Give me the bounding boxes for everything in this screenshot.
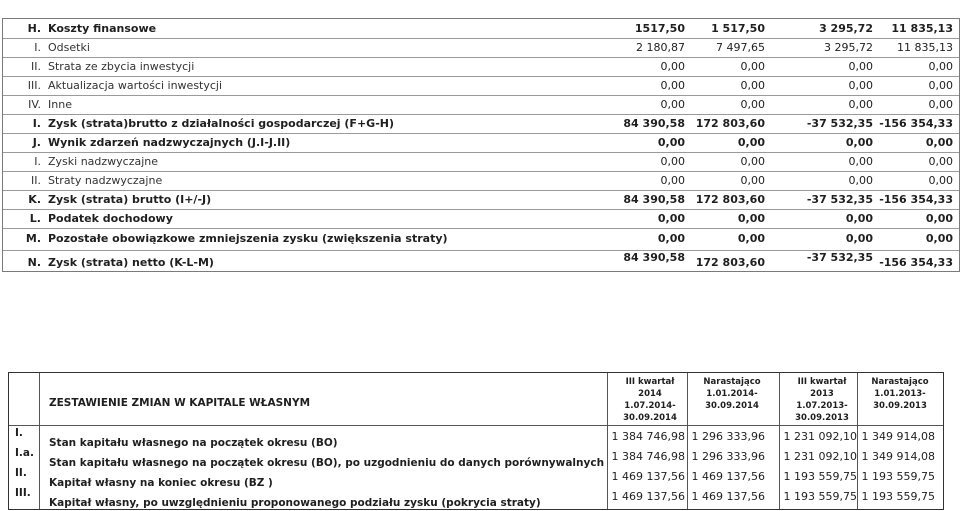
table-row xyxy=(9,427,943,451)
value-cell: 84 390,58 xyxy=(623,193,685,206)
value-cell: 7 497,65 xyxy=(716,41,765,54)
row-label: Pozostałe obowiązkowe zmniejszenia zysku (zwiększenia straty) xyxy=(48,232,448,245)
row-code: I. xyxy=(32,117,41,130)
value-cell: 84 390,58 xyxy=(623,117,685,130)
value-cell: 172 803,60 xyxy=(695,117,765,130)
value-cell: -37 532,35 xyxy=(806,117,873,130)
row-code: L. xyxy=(29,212,41,225)
column-header: III kwartał 2014 1.07.2014- 30.09.2014 xyxy=(623,377,677,423)
value-cell: 0,00 xyxy=(660,79,685,92)
value-cell: 1 349 914,08 xyxy=(861,450,935,463)
value-cell: 0,00 xyxy=(660,174,685,187)
value-cell: 1 517,50 xyxy=(711,22,765,35)
value-cell: 0,00 xyxy=(740,174,765,187)
value-cell: 0,00 xyxy=(845,136,873,149)
row-label: Zysk (strata) netto (K-L-M) xyxy=(48,256,214,269)
column-header: Narastająco 1.01.2014- 30.09.2014 xyxy=(703,377,761,411)
value-cell: 0,00 xyxy=(925,212,953,225)
header-divider xyxy=(9,425,943,426)
value-cell: 0,00 xyxy=(845,232,873,245)
row-code: III. xyxy=(27,79,41,92)
row-label: Stan kapitału własnego na początek okresu (BO), po uzgodnieniu do danych porównywalnych xyxy=(49,457,605,469)
value-cell: 1 193 559,75 xyxy=(861,490,935,503)
value-cell: 0,00 xyxy=(660,98,685,111)
value-cell: 3 295,72 xyxy=(819,22,873,35)
value-cell: -37 532,35 xyxy=(806,251,873,264)
value-cell: 0,00 xyxy=(848,60,873,73)
value-cell: 3 295,72 xyxy=(824,41,873,54)
row-label: Zysk (strata) brutto (I+/-J) xyxy=(48,193,212,206)
table-row xyxy=(3,114,959,134)
value-cell: -156 354,33 xyxy=(879,193,953,206)
value-cell: 1 231 092,10 xyxy=(783,450,857,463)
row-code: I. xyxy=(34,41,41,54)
value-cell: 0,00 xyxy=(925,232,953,245)
equity-table-title: ZESTAWIENIE ZMIAN W KAPITALE WŁASNYM xyxy=(49,397,311,409)
value-cell: 0,00 xyxy=(925,136,953,149)
equity-changes-table xyxy=(8,372,944,510)
value-cell: 0,00 xyxy=(928,98,953,111)
value-cell: 0,00 xyxy=(848,79,873,92)
table-row xyxy=(3,152,959,172)
row-code: IV. xyxy=(28,98,41,111)
row-label: Inne xyxy=(48,98,72,111)
row-code: M. xyxy=(25,232,41,245)
table-row xyxy=(3,251,959,271)
value-cell: 0,00 xyxy=(848,98,873,111)
row-code: I.a. xyxy=(15,447,34,459)
value-cell: 1 469 137,56 xyxy=(691,470,765,483)
row-code: N. xyxy=(27,256,41,269)
row-label: Straty nadzwyczajne xyxy=(48,174,163,187)
value-cell: 1 349 914,08 xyxy=(861,430,935,443)
value-cell: 1 469 137,56 xyxy=(611,490,685,503)
value-cell: 2 180,87 xyxy=(636,41,685,54)
column-header: Narastająco 1.01.2013- 30.09.2013 xyxy=(871,377,929,411)
value-cell: 0,00 xyxy=(848,155,873,168)
value-cell: 0,00 xyxy=(928,155,953,168)
table-row xyxy=(3,76,959,96)
row-code: II. xyxy=(31,174,41,187)
row-code: I. xyxy=(34,155,41,168)
row-label: Strata ze zbycia inwestycji xyxy=(48,60,195,73)
value-cell: 1 384 746,98 xyxy=(611,430,685,443)
table-row xyxy=(3,38,959,58)
row-code: II. xyxy=(31,60,41,73)
value-cell: 84 390,58 xyxy=(623,251,685,264)
value-cell: 0,00 xyxy=(740,60,765,73)
table-row xyxy=(9,467,943,491)
value-cell: 0,00 xyxy=(740,98,765,111)
value-cell: 1 469 137,56 xyxy=(611,470,685,483)
table-row xyxy=(3,19,959,39)
table-row xyxy=(3,95,959,115)
row-code: III. xyxy=(15,487,31,499)
value-cell: 0,00 xyxy=(737,212,765,225)
row-label: Zysk (strata)brutto z działalności gospodarczej (F+G-H) xyxy=(48,117,394,130)
value-cell: 0,00 xyxy=(740,155,765,168)
value-cell: 1 384 746,98 xyxy=(611,450,685,463)
value-cell: 1 296 333,96 xyxy=(691,450,765,463)
row-label: Aktualizacja wartości inwestycji xyxy=(48,79,223,92)
value-cell: 11 835,13 xyxy=(897,41,953,54)
row-code: II. xyxy=(15,467,27,479)
value-cell: -156 354,33 xyxy=(879,256,953,269)
row-label: Koszty finansowe xyxy=(48,22,157,35)
column-header: III kwartał 2013 1.07.2013- 30.09.2013 xyxy=(795,377,849,423)
value-cell: 0,00 xyxy=(737,232,765,245)
value-cell: 0,00 xyxy=(660,155,685,168)
row-label: Kapitał własny, po uwzględnieniu proponowanego podziału zysku (pokrycia straty) xyxy=(49,497,541,509)
value-cell: 0,00 xyxy=(660,60,685,73)
row-label: Zyski nadzwyczajne xyxy=(48,155,159,168)
row-code: I. xyxy=(15,427,23,439)
value-cell: 0,00 xyxy=(848,174,873,187)
row-code: H. xyxy=(27,22,41,35)
value-cell: 0,00 xyxy=(928,174,953,187)
value-cell: 1 193 559,75 xyxy=(783,490,857,503)
value-cell: 1 469 137,56 xyxy=(691,490,765,503)
value-cell: 172 803,60 xyxy=(695,193,765,206)
value-cell: 11 835,13 xyxy=(891,22,953,35)
table-row xyxy=(3,133,959,153)
value-cell: 1 193 559,75 xyxy=(783,470,857,483)
table-row xyxy=(3,57,959,77)
value-cell: 1 193 559,75 xyxy=(861,470,935,483)
profit-loss-table xyxy=(2,18,960,272)
value-cell: -37 532,35 xyxy=(806,193,873,206)
value-cell: 0,00 xyxy=(845,212,873,225)
row-label: Kapitał własny na koniec okresu (BZ ) xyxy=(49,477,273,489)
table-row xyxy=(3,190,959,210)
value-cell: 0,00 xyxy=(657,232,685,245)
row-label: Podatek dochodowy xyxy=(48,212,173,225)
value-cell: 172 803,60 xyxy=(695,256,765,269)
table-row xyxy=(3,171,959,191)
row-label: Stan kapitału własnego na początek okresu (BO) xyxy=(49,437,338,449)
table-row xyxy=(3,209,959,229)
row-label: Wynik zdarzeń nadzwyczajnych (J.I-J.II) xyxy=(48,136,291,149)
value-cell: 0,00 xyxy=(657,212,685,225)
value-cell: 1517,50 xyxy=(634,22,685,35)
value-cell: 0,00 xyxy=(657,136,685,149)
table-row xyxy=(9,487,943,511)
value-cell: 0,00 xyxy=(928,60,953,73)
table-row xyxy=(9,447,943,471)
value-cell: 1 296 333,96 xyxy=(691,430,765,443)
value-cell: 1 231 092,10 xyxy=(783,430,857,443)
value-cell: 0,00 xyxy=(740,79,765,92)
row-code: K. xyxy=(28,193,41,206)
row-code: J. xyxy=(32,136,41,149)
value-cell: -156 354,33 xyxy=(879,117,953,130)
value-cell: 0,00 xyxy=(737,136,765,149)
value-cell: 0,00 xyxy=(928,79,953,92)
row-label: Odsetki xyxy=(48,41,90,54)
